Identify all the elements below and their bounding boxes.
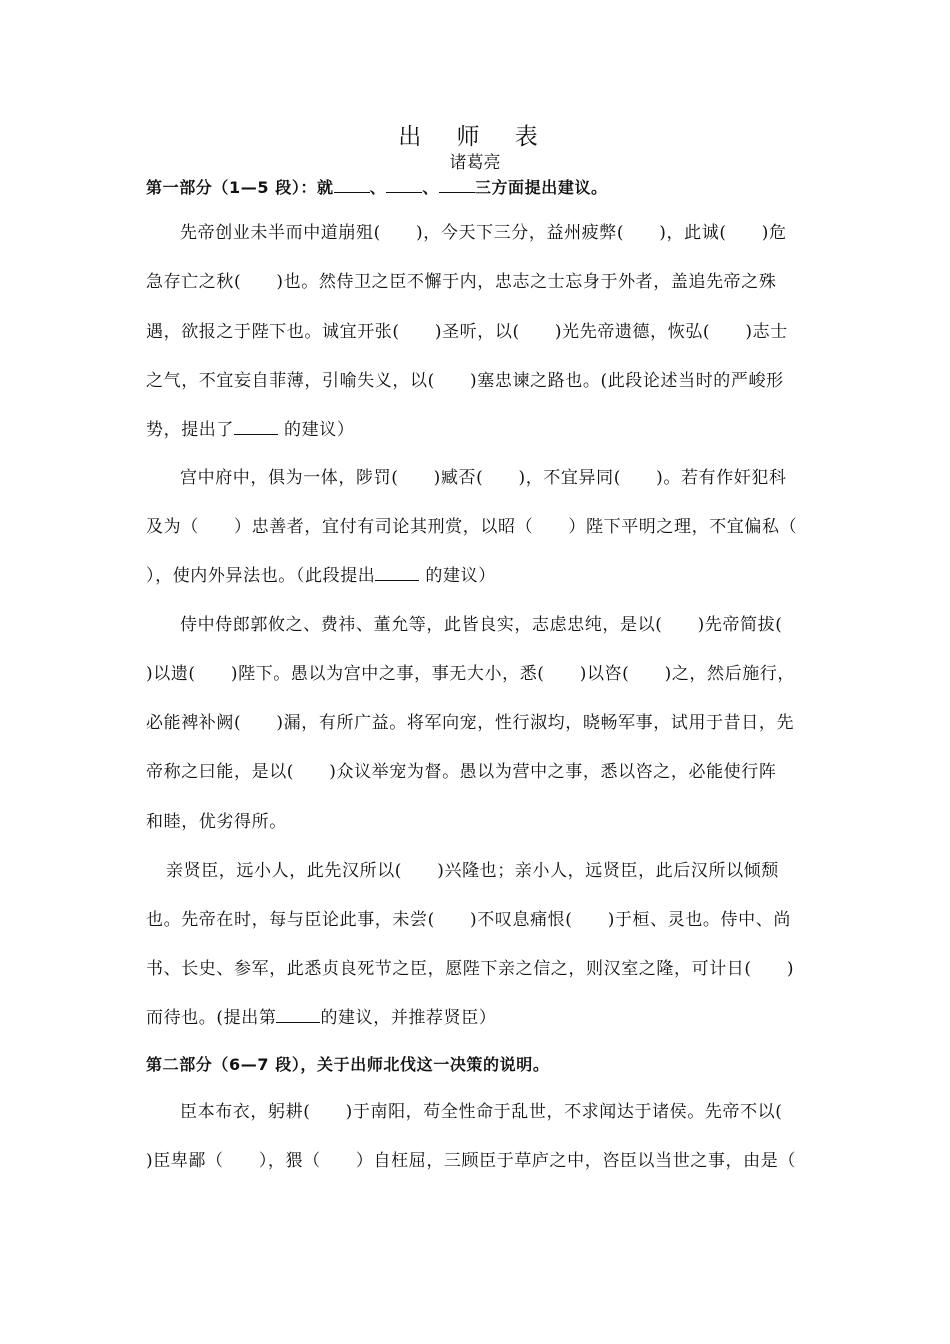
text-line: )以遗( )陛下。愚以为宫中之事，事无大小，悉( )以咨( )之，然后施行， xyxy=(146,664,796,684)
text-line: 也。先帝在时，每与臣论此事，未尝( )不叹息痛恨( )于桓、灵也。侍中、尚 xyxy=(146,910,791,930)
fill-in-blank[interactable] xyxy=(439,176,475,193)
text-line: 宫中府中，俱为一体，陟罚( )臧否( )，不宜异同( )。若有作奸犯科 xyxy=(180,468,787,488)
text-line: 和睦，优劣得所。 xyxy=(146,812,287,832)
text-line: 急存亡之秋( )也。然侍卫之臣不懈于内，忠志之士忘身于外者，盖追先帝之殊 xyxy=(146,272,777,292)
part2-heading: 第二部分（6—7 段），关于出师北伐这一决策的说明。 xyxy=(146,1055,550,1074)
text-line: )臣卑鄙（ ），猥（ ）自枉屈，三顾臣于草庐之中，咨臣以当世之事，由是（ xyxy=(146,1151,796,1171)
text-span: 而待也。(提出第 xyxy=(146,1008,277,1028)
text-line: 帝称之曰能，是以( )众议举宠为督。愚以为营中之事，悉以咨之，必能使行阵 xyxy=(146,762,777,782)
text-line xyxy=(146,1006,806,1030)
fill-in-blank[interactable] xyxy=(386,176,422,193)
fill-in-blank[interactable] xyxy=(234,418,278,435)
fill-in-blank[interactable] xyxy=(276,1006,320,1023)
text-line: 先帝创业未半而中道崩殂( )，今天下三分，益州疲弊( )，此诚( )危 xyxy=(180,223,787,243)
text-line: 书、长史、参军，此悉贞良死节之臣，愿陛下亲之信之，则汉室之隆，可计日( ) xyxy=(146,959,795,979)
text-span: 势，提出了 xyxy=(146,420,234,440)
part1-heading-text: 第一部分（1—5 段）：就 xyxy=(146,178,334,197)
text-line: 遇，欲报之于陛下也。诚宜开张( )圣听，以( )光先帝遗德，恢弘( )志士 xyxy=(146,322,788,342)
text-span: 的建议，并推荐贤臣） xyxy=(320,1008,497,1028)
text-line: 之气，不宜妄自菲薄，引喻失义，以( )塞忠谏之路也。(此段论述当时的严峻形 xyxy=(146,371,784,391)
text-line: 必能裨补阙( )漏，有所广益。将军向宠，性行淑均，晓畅军事，试用于昔日，先 xyxy=(146,713,795,733)
text-line: 亲贤臣，远小人，此先汉所以( )兴隆也；亲小人，远贤臣，此后汉所以倾颓 xyxy=(166,861,779,881)
text-line xyxy=(146,564,806,588)
separator: 、 xyxy=(369,178,387,197)
text-line: 及为（ ）忠善者，宜付有司论其刑赏，以昭（ ）陛下平明之理，不宜偏私（ xyxy=(146,517,798,537)
text-line: 侍中侍郎郭攸之、费祎、董允等，此皆良实，志虑忠纯，是以( )先帝简拔( xyxy=(180,615,783,635)
text-line: 臣本布衣，躬耕( )于南阳，苟全性命于乱世，不求闻达于诸侯。先帝不以( xyxy=(180,1102,783,1122)
part1-heading-tail: 三方面提出建议。 xyxy=(474,178,608,197)
document-author: 诸葛亮 xyxy=(449,153,501,173)
text-line xyxy=(146,418,806,442)
fill-in-blank[interactable] xyxy=(375,564,419,581)
separator: 、 xyxy=(422,178,439,197)
text-span: ），使内外异法也。（此段提出 xyxy=(146,566,376,586)
text-span: 的建议） xyxy=(425,566,496,586)
fill-in-blank[interactable] xyxy=(334,176,370,193)
part1-heading xyxy=(146,176,806,200)
text-span: 的建议） xyxy=(284,420,355,440)
document-title: 出 师 表 xyxy=(398,124,552,150)
